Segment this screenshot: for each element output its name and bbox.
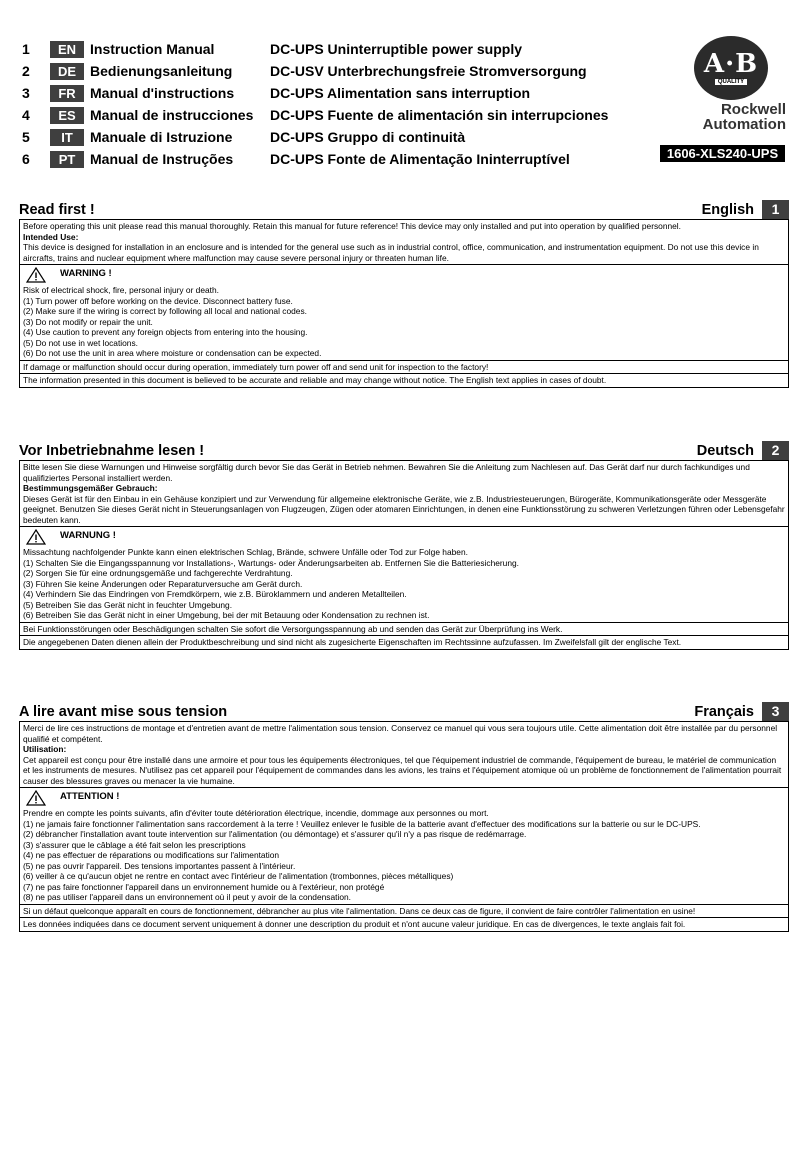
warning-line: (1) ne jamais faire fonctionner l'alimentation sans raccordement à la terre ! Veuillez enlever le fusible de la batterie avant d'effectuer des modifications sur la batterie ou sur le DC-UPS.: [23, 818, 701, 829]
section-header: [19, 441, 789, 461]
manual-name: Manual d'instructions: [90, 85, 235, 101]
use-text: This device is designed for installation in an enclosure and is intended for the general use such as in industrial control, office, communication, and instrumentation equipment. Do not use this device in aircrafts, trains and nuclear equipment where malfunction may cause severe personal injury or threaten human life.: [23, 242, 759, 263]
language-list: [22, 38, 608, 170]
warning-line: (4) ne pas effectuer de réparations ou modifications sur l'alimentation: [23, 850, 280, 860]
section-language: [694, 702, 789, 721]
use-heading: Intended Use:: [23, 231, 79, 242]
section-deutsch: [19, 441, 789, 650]
language-row: [22, 60, 608, 82]
section-box: [19, 220, 789, 388]
warning-header: [20, 265, 788, 284]
language-number: 5: [22, 129, 30, 145]
manual-name: Bedienungsanleitung: [90, 63, 233, 79]
language-row: [22, 126, 608, 148]
language-code: ES: [50, 107, 84, 124]
product-title: DC-UPS Alimentation sans interruption: [270, 85, 531, 101]
product-title: DC-USV Unterbrechungsfreie Stromversorgung: [270, 63, 587, 79]
section-number: 3: [762, 702, 789, 721]
warning-line: (4) Use caution to prevent any foreign objects from entering into the housing.: [23, 327, 308, 337]
warning-line: (7) ne pas faire fonctionner l'appareil dans un environnement humide ou à l'extérieur, non protégé: [23, 881, 385, 892]
warning-triangle-icon: [26, 529, 46, 545]
warning-line: (8) ne pas utiliser l'appareil dans un environnement où il peut y avoir de la condensation.: [23, 892, 351, 902]
language-code: PT: [50, 151, 84, 168]
intro-text: Before operating this unit please read this manual thoroughly. Retain this manual for future reference! This device may only installed and put into operation by qualified personnel.: [23, 221, 681, 231]
warning-triangle-icon: [26, 267, 46, 283]
warning-line: (6) Betreiben Sie das Gerät nicht in einer Umgebung, bei der mit Betauung oder Kondensation zu rechnen ist.: [23, 610, 430, 620]
warning-header: [20, 527, 788, 546]
language-row: [22, 38, 608, 60]
language-name: Français: [694, 704, 754, 720]
language-code: FR: [50, 85, 84, 102]
quality-mark: QUALITY: [715, 79, 747, 85]
section-title: A lire avant mise sous tension: [19, 704, 228, 720]
language-number: 4: [22, 107, 30, 123]
language-number: 1: [22, 41, 30, 57]
brand-rockwell: Rockwell: [720, 101, 786, 118]
section-header: [19, 200, 789, 220]
intro-cell: [20, 220, 788, 264]
warning-line: (4) Verhindern Sie das Eindringen von Fremdkörpern, wie z.B. Büroklammern und anderen Metallteilen.: [23, 589, 407, 599]
product-title: DC-UPS Uninterruptible power supply: [270, 41, 523, 57]
brand-automation: Automation: [702, 116, 786, 133]
product-title: DC-UPS Gruppo di continuità: [270, 129, 466, 145]
warning-cell: [20, 526, 788, 622]
warning-line: (1) Turn power off before working on the device. Disconnect battery fuse.: [23, 295, 293, 306]
warning-body: [20, 546, 788, 622]
disclaimer-text: Die angegebenen Daten dienen allein der Produktbeschreibung und sind nicht als zugesicherte Eigenschaften im Rechtssinne aufzufassen. Im Zweifelsfall gilt der englische Text.: [23, 637, 682, 647]
section-francais: [19, 702, 789, 932]
warning-label: WARNING !: [60, 268, 112, 280]
disclaimer-cell: [20, 917, 788, 931]
damage-cell: [20, 360, 788, 374]
disclaimer-text: The information presented in this document is believed to be accurate and reliable and may change without notice. The English text applies in cases of doubt.: [23, 375, 607, 385]
warning-line: Risk of electrical shock, fire, personal injury or death.: [23, 285, 219, 295]
warning-line: (1) Schalten Sie die Eingangsspannung vor Installations-, Wartungs- oder Änderungsarbeiten ab. Entfernen Sie die Batteriesicherung.: [23, 557, 519, 568]
manual-name: Instruction Manual: [90, 41, 215, 57]
section-header: [19, 702, 789, 722]
use-text: Cet appareil est conçu pour être installé dans une armoire et pour tous les équipements électroniques, tel que l'équipement industriel de commande, l'équipement de bureau, le matériel de communication et les instruments de mesures. N'utilisez pas cet appareil pour l'équipement de commandes dans les avions, les trains et l'équipement atomique où un problème de fonctionnement de l'alimentation pourrait causer des blessures graves ou menacer la vie humaine.: [23, 754, 782, 786]
intro-text: Merci de lire ces instructions de montage et d'entretien avant de mettre l'alimentation sous tension. Conservez ce manuel qui vous sera toujours utile. Cette alimentation doit être installée par du personnel qualifié et compétent.: [23, 723, 778, 744]
warning-line: (2) Sorgen Sie für eine ordnungsgemäße und fachgerechte Verdrahtung.: [23, 568, 293, 578]
language-row: [22, 82, 608, 104]
warning-line: (6) veiller à ce qu'aucun objet ne rentre en contact avec l'intérieur de l'alimentation (trombonnes, pièces métalliques): [23, 871, 454, 881]
ab-mark: A·B: [703, 49, 759, 79]
warning-header: [20, 788, 788, 807]
section-title: Vor Inbetriebnahme lesen !: [19, 443, 205, 459]
language-number: 6: [22, 151, 30, 167]
warning-triangle-icon: [26, 790, 46, 806]
manual-name: Manual de instrucciones: [90, 107, 254, 123]
intro-text: Bitte lesen Sie diese Warnungen und Hinweise sorgfältig durch bevor Sie das Gerät in Betrieb nehmen. Bewahren Sie die Anleitung zum Nachlesen auf. Das Gerät darf nur durch fachkundiges und qualifiziertes Personal installiert werden.: [23, 462, 750, 483]
disclaimer-text: Les données indiquées dans ce document servent uniquement à donner une description du produit et n'ont aucune valeur juridique. En cas de divergences, le texte anglais fait foi.: [23, 919, 686, 929]
warning-label: ATTENTION !: [60, 791, 120, 803]
warning-line: (5) ne pas ouvrir l'appareil. Des tensions importantes passent à l'intérieur.: [23, 860, 296, 871]
damage-text: Si un défaut quelconque apparaît en cours de fonctionnement, débrancher au plus vite l'alimentation. Dans ce deux cas de figure, il convient de faire contrôler l'alimentation en usine!: [23, 905, 696, 916]
damage-text: If damage or malfunction should occur during operation, immediately turn power off and send unit for inspection to the factory!: [23, 361, 489, 372]
language-row: [22, 104, 608, 126]
disclaimer-cell: [20, 635, 788, 649]
language-name: Deutsch: [696, 443, 754, 459]
use-heading: Utilisation:: [23, 744, 67, 754]
section-language: [702, 200, 789, 219]
use-text: Dieses Gerät ist für den Einbau in ein Gehäuse konzipiert und zur Verwendung für allgemeine elektronische Geräte, wie z.B. Industriesteuerungen, Bürogeräte, Kommunikationsgeräte oder Messgeräte geeignet. Benutzen Sie dieses Gerät nicht in Steuerungsanlagen von Flugzeugen, Zügen oder atomaren Einrichtungen, in denen eine Funktionsstörung zu schweren Verletzungen führen oder Lebensgefahr bedeuten kann.: [23, 493, 785, 525]
section-title: Read first !: [19, 202, 95, 218]
manual-name: Manual de Instruções: [90, 151, 234, 167]
section-box: [19, 461, 789, 650]
warning-line: (2) débrancher l'installation avant toute intervention sur l'alimentation (ou démontage) et s'assurer qu'il n'y a pas risque de redémarrage.: [23, 829, 527, 839]
allen-bradley-logo-icon: [694, 36, 768, 100]
warning-line: (5) Do not use in wet locations.: [23, 337, 138, 348]
warning-cell: [20, 264, 788, 360]
language-code: IT: [50, 129, 84, 146]
language-number: 2: [22, 63, 30, 79]
damage-cell: [20, 904, 788, 918]
language-row: [22, 148, 608, 170]
intro-cell: [20, 722, 788, 787]
model-number: 1606-XLS240-UPS: [660, 145, 785, 162]
warning-line: Prendre en compte les points suivants, afin d'éviter toute détérioration électrique, incendie, dommage aux personnes ou mort.: [23, 808, 489, 818]
language-name: English: [701, 202, 754, 218]
warning-label: WARNUNG !: [60, 530, 116, 542]
rockwell-logo: [676, 36, 786, 132]
warning-line: (3) s'assurer que le câblage a été fait selon les prescriptions: [23, 839, 246, 850]
section-number: 2: [762, 441, 789, 460]
warning-line: (5) Betreiben Sie das Gerät nicht in feuchter Umgebung.: [23, 599, 233, 610]
section-number: 1: [762, 200, 789, 219]
disclaimer-cell: [20, 373, 788, 387]
product-title: DC-UPS Fuente de alimentación sin interrupciones: [270, 107, 609, 123]
warning-line: (2) Make sure if the wiring is correct by following all local and national codes.: [23, 306, 307, 316]
manual-name: Manuale di Istruzione: [90, 129, 233, 145]
language-code: DE: [50, 63, 84, 80]
warning-line: Missachtung nachfolgender Punkte kann einen elektrischen Schlag, Brände, schwere Unfälle oder Tod zur Folge haben.: [23, 547, 468, 557]
damage-text: Bei Funktionsstörungen oder Beschädigungen schalten Sie sofort die Versorgungsspannung ab und senden das Gerät zur Überprüfung ins Werk.: [23, 623, 563, 634]
damage-cell: [20, 622, 788, 636]
product-title: DC-UPS Fonte de Alimentação Ininterruptível: [270, 151, 570, 167]
warning-body: [20, 807, 788, 904]
section-language: [697, 441, 789, 460]
use-heading: Bestimmungsgemäßer Gebrauch:: [23, 483, 158, 493]
warning-body: [20, 284, 788, 360]
section-box: [19, 722, 789, 932]
section-english: [19, 200, 789, 388]
warning-cell: [20, 787, 788, 904]
language-number: 3: [22, 85, 30, 101]
warning-line: (3) Do not modify or repair the unit.: [23, 316, 153, 327]
warning-line: (3) Führen Sie keine Änderungen oder Reparaturversuche am Gerät durch.: [23, 578, 303, 589]
language-code: EN: [50, 41, 84, 58]
intro-cell: [20, 461, 788, 526]
warning-line: (6) Do not use the unit in area where moisture or condensation can be expected.: [23, 348, 322, 358]
